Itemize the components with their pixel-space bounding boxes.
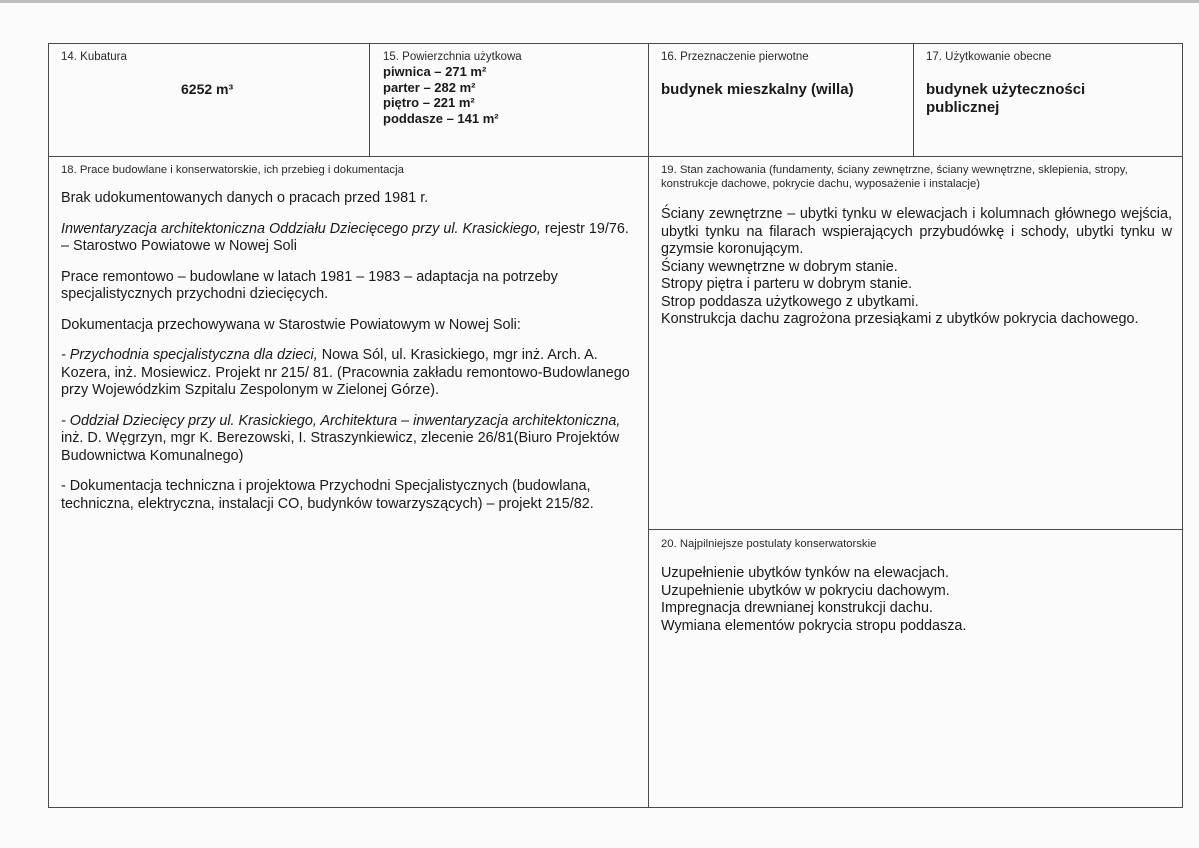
cell-stan-zachowania: [649, 157, 1182, 529]
stan-line-2: Ściany wewnętrzne w dobrym stanie.: [661, 258, 898, 275]
uzytkowanie-value-line1: budynek użyteczności: [926, 81, 1086, 98]
powierzchnia-parter: parter – 282 m²: [383, 79, 476, 95]
record-card-table: [48, 43, 1183, 808]
stan-line-3: Stropy piętra i parteru w dobrym stanie.: [661, 276, 913, 292]
scan-edge: [0, 0, 1199, 3]
prace-p6-rest: inż. D. Węgrzyn, mgr K. Berezowski, I. Straszynkiewicz, zlecenie 26/81(Biuro Projektów Budownictwa Komunalnego): [61, 430, 620, 464]
prace-p1: Brak udokumentowanych danych o pracach przed 1981 r.: [61, 190, 429, 206]
cell-przeznaczenie: [649, 44, 913, 156]
kubatura-label: 14. Kubatura: [61, 51, 127, 63]
prace-p5-rest: Nowa Sól, ul. Krasickiego, mgr inż. Arch. A. Kozera, inż. Mosiewicz. Projekt nr 215/ 81. (Pracownia zakładu remontowo-Budowlanego przy Wojewódzkim Szpitalu Zespolonym w Zielonej Górze).: [61, 347, 630, 398]
prace-p5: [61, 347, 640, 400]
cell-powierzchnia: [370, 44, 648, 156]
prace-label: 18. Prace budowlane i konserwatorskie, ich przebieg i dokumentacja: [61, 164, 404, 176]
prace-p6: [61, 413, 640, 466]
stan-line-1: Ściany zewnętrzne – ubytki tynku w elewacjach i kolumnach głównego wejścia, ubytki tynku na filarach wspierających przybudówkę i schody, ubytki tynku w gzymsie koronującym.: [661, 206, 1172, 257]
prace-p4: Dokumentacja przechowywana w Starostwie Powiatowym w Nowej Soli:: [61, 316, 521, 333]
postulat-1: Uzupełnienie ubytków tynków na elewacjach.: [661, 565, 949, 581]
prace-p6-title: - Oddział Dziecięcy przy ul. Krasickiego, Architektura – inwentaryzacja architektoniczna,: [61, 412, 621, 429]
postulat-2: Uzupełnienie ubytków w pokryciu dachowym.: [661, 582, 950, 599]
cell-prace-budowlane: [49, 157, 648, 807]
prace-p2: [61, 221, 640, 256]
powierzchnia-label: 15. Powierzchnia użytkowa: [383, 51, 522, 63]
kubatura-value: 6252 m³: [181, 81, 234, 97]
prace-p2-rest: rejestr 19/76. – Starostwo Powiatowe w Nowej Soli: [61, 220, 629, 254]
powierzchnia-pietro: piętro – 221 m²: [383, 95, 475, 110]
postulat-4: Wymiana elementów pokrycia stropu poddasza.: [661, 617, 967, 634]
przeznaczenie-label: 16. Przeznaczenie pierwotne: [661, 51, 809, 63]
prace-p2-title: Inwentaryzacja architektoniczna Oddziału Dziecięcego przy ul. Krasickiego,: [61, 220, 541, 237]
stan-label: 19. Stan zachowania (fundamenty, ściany zewnętrzne, ściany wewnętrzne, sklepienia, stropy, konstrukcje dachowe, pokrycie dachu, wyposażenie i instalacje): [661, 164, 1128, 190]
uzytkowanie-value-line2: publicznej: [926, 99, 1000, 116]
cell-postulaty: [649, 530, 1182, 807]
cell-kubatura: [49, 44, 369, 156]
cell-uzytkowanie: [914, 44, 1182, 156]
stan-line-5: Konstrukcja dachu zagrożona przesiąkami z ubytków pokrycia dachowego.: [661, 311, 1139, 327]
powierzchnia-poddasze: poddasze – 141 m²: [383, 110, 499, 126]
uzytkowanie-label: 17. Użytkowanie obecne: [926, 51, 1052, 63]
prace-p7: - Dokumentacja techniczna i projektowa Przychodni Specjalistycznych (budowlana, techniczna, elektryczna, instalacji CO, budynków towarzyszących) – projekt 215/82.: [61, 478, 594, 512]
prace-p3: Prace remontowo – budowlane w latach 1981 – 1983 – adaptacja na potrzeby specjalistycznych przychodni dziecięcych.: [61, 268, 558, 302]
postulaty-label: 20. Najpilniejsze postulaty konserwatorskie: [661, 538, 877, 550]
stan-line-4: Strop poddasza użytkowego z ubytkami.: [661, 293, 919, 310]
powierzchnia-piwnica: piwnica – 271 m²: [383, 64, 487, 79]
prace-p5-title: - Przychodnia specjalistyczna dla dzieci,: [61, 347, 318, 363]
postulat-3: Impregnacja drewnianej konstrukcji dachu.: [661, 600, 933, 616]
przeznaczenie-value: budynek mieszkalny (willa): [661, 81, 854, 98]
